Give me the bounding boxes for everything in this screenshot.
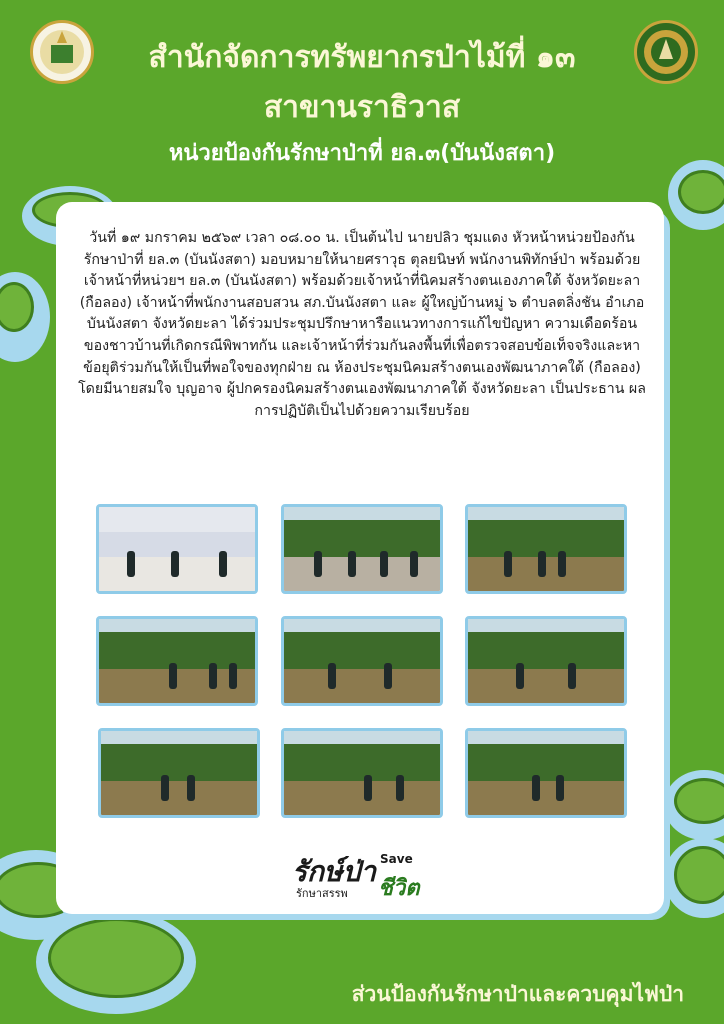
photo-field-group bbox=[281, 504, 443, 594]
photo-slope bbox=[465, 728, 627, 818]
photo-field-inspection bbox=[465, 504, 627, 594]
campaign-logo-sub: รักษาสรรพ bbox=[296, 887, 348, 900]
page-title: สำนักจัดการทรัพยากรป่าไม้ที่ ๑๓ bbox=[148, 40, 576, 75]
photo-forest-walk bbox=[96, 616, 258, 706]
unit-name: หน่วยป้องกันรักษาป่าที่ ยล.๓(บันนังสตา) bbox=[168, 141, 556, 166]
photo-clearing bbox=[98, 728, 260, 818]
photo-meeting bbox=[96, 504, 258, 594]
photo-forest-trail bbox=[281, 616, 443, 706]
campaign-logo-main: รักษ์ป่า bbox=[292, 855, 376, 888]
lily-pad-decoration bbox=[36, 910, 196, 1014]
campaign-logo-save: Save bbox=[380, 852, 413, 866]
campaign-logo-life: ชีวิต bbox=[378, 876, 420, 901]
photo-bamboo-path bbox=[281, 728, 443, 818]
campaign-logo bbox=[292, 850, 432, 900]
footer-department: ส่วนป้องกันรักษาป่าและควบคุมไฟป่า bbox=[351, 982, 684, 1006]
page-subtitle: สาขานราธิวาส bbox=[263, 90, 461, 125]
report-text: วันที่ ๑๙ มกราคม ๒๕๖๙ เวลา ๐๘.๐๐ น. เป็นต้นไป นายปลิว ชุมแดง หัวหน้าหน่วยป้องกันรักษาป่าที่ ยล.๓ (บันนังสตา) มอบหมายให้นายศราวุธ ตุลยนิษท์ พนักงานพิทักษ์ป่า พร้อมด้วยเจ้าหน้าที่หน่วยฯ ยล.๓ (บันนังสตา) พร้อมด้วยเจ้าหน้าที่นิคมสร้างตนเองภาคใต้ จังหวัดยะลา (กือลอง) เจ้าหน้าที่พนักงานสอบสวน สภ.บันนังสตา และ ผู้ใหญ่บ้านหมู่ ๖ ตำบลตลิ่งชัน อำเภอบันนังสตา จังหวัดยะลา ได้ร่วมประชุมปรึกษาหารือแนวทางการแก้ไขปัญหา ความเดือดร้อนของชาวบ้านที่เกิดกรณีพิพาทกัน และเจ้าหน้าที่ร่วมกันลงพื้นที่เพื่อตรวจสอบข้อเท็จจริงและหาข้อยุติร่วมกันให้เป็นที่พอใจของทุกฝ่าย ณ ห้องประชุมนิคมสร้างตนเองพัฒนาภาคใต้ (กือลอง) โดยมีนายสมใจ บุญอาจ ผู้ปกครองนิคมสร้างตนเองพัฒนาภาคใต้ จังหวัดยะลา เป็นประธาน ผลการปฏิบัติเป็นไปด้วยความเรียบร้อย bbox=[78, 230, 646, 419]
photo-hillside bbox=[465, 616, 627, 706]
